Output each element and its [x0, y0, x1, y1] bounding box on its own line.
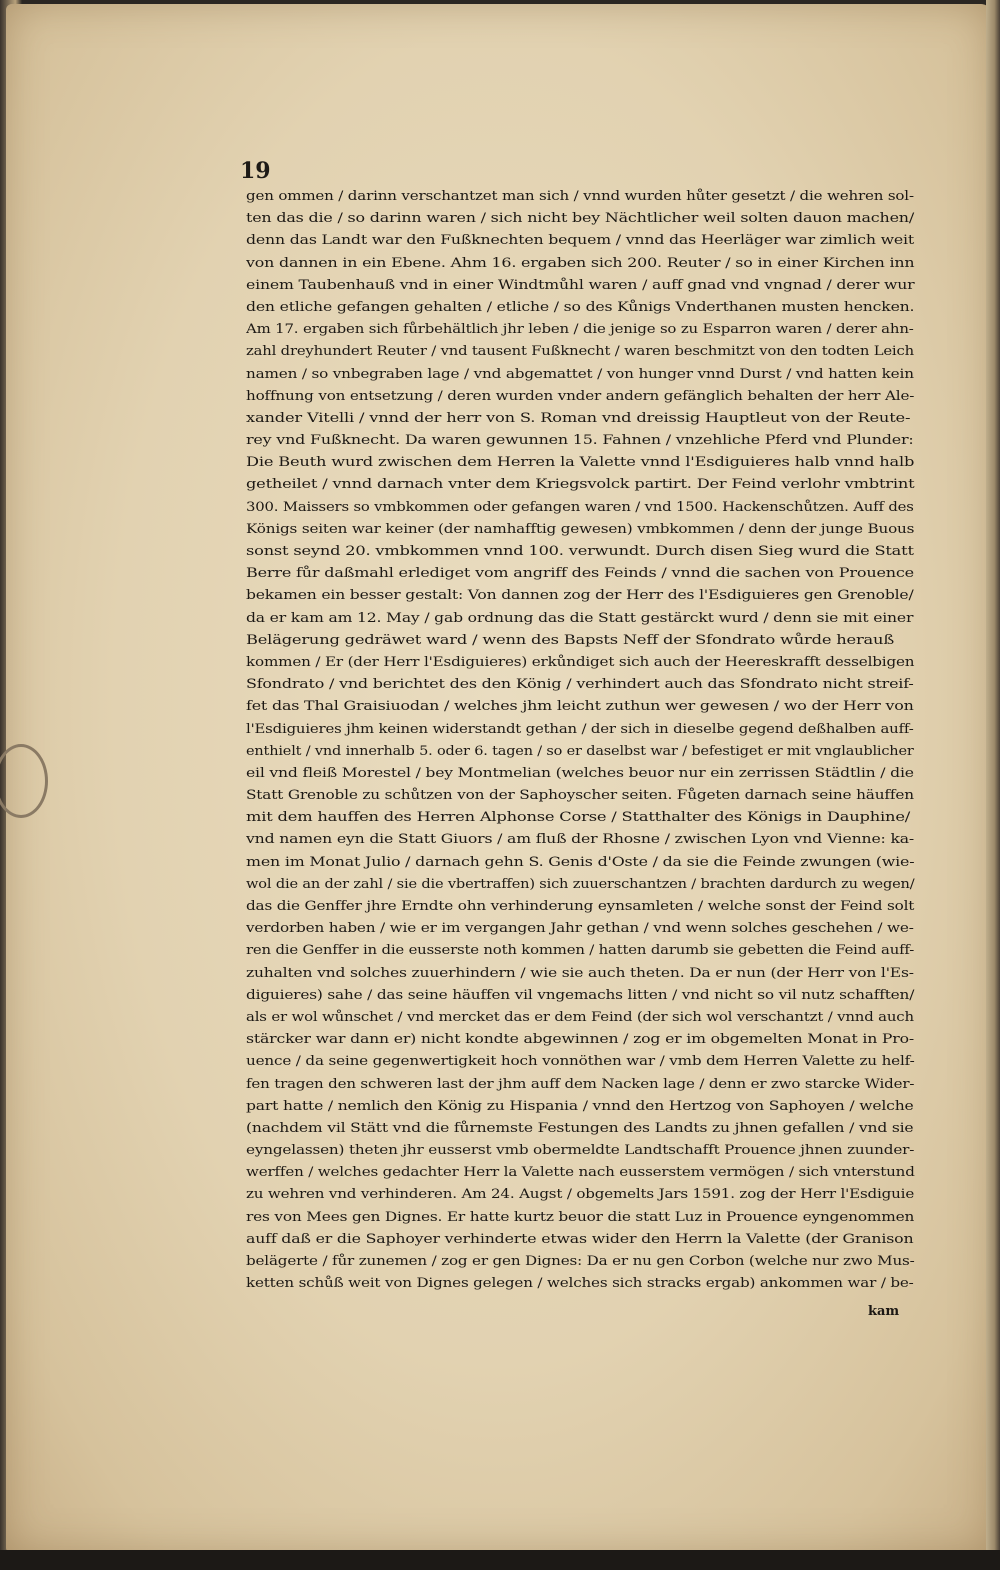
- text-line: Am 17. ergaben sich fůrbehältlich jhr leben / die jenige so zu Esparron waren / derer ahn-: [246, 322, 914, 338]
- text-line: ketten schůß weit von Dignes gelegen / welches sich stracks ergab) ankommen war / be-: [246, 1276, 914, 1292]
- text-line: uence / da seine gegenwertigkeit hoch vonnöthen war / vmb dem Herren Valette zu helf-: [246, 1054, 915, 1070]
- text-line: fet das Thal Graisiuodan / welches jhm leicht zuthun wer gewesen / wo der Herr von: [246, 699, 914, 715]
- text-line: mit dem hauffen des Herren Alphonse Corse / Statthalter des Königs in Dauphine/: [246, 810, 911, 826]
- text-line: eil vnd fleiß Morestel / bey Montmelian (welches beuor nur ein zerrissen Städtlin / die: [246, 765, 914, 781]
- folio-number: 19: [240, 158, 271, 184]
- text-line: hoffnung von entsetzung / deren wurden vnder andern gefänglich behalten der herr Ale-: [246, 388, 915, 404]
- text-line: stärcker war dann er) nicht kondte abgewinnen / zog er im obgemelten Monat in Pro-: [246, 1032, 914, 1048]
- text-line: gen ommen / darinn verschantzet man sich / vnnd wurden hůter gesetzt / die wehren sol-: [246, 189, 914, 204]
- text-line: ten das die / so darinn waren / sich nicht bey Nächtlicher weil solten dauon machen/: [246, 211, 915, 227]
- text-line: da er kam am 12. May / gab ordnung das die Statt gestärckt wurd / denn sie mit einer: [246, 610, 914, 626]
- text-line: part hatte / nemlich den König zu Hispania / vnnd den Hertzog von Saphoyen / welche: [246, 1098, 914, 1114]
- text-line: xander Vitelli / vnnd der herr von S. Roman vnd dreissig Hauptleut von der Reute-: [246, 410, 911, 426]
- text-line: getheilet / vnnd darnach vnter dem Kriegsvolck partirt. Der Feind verlohr vmbtrint: [246, 477, 915, 493]
- text-line: Statt Grenoble zu schůtzen von der Saphoyscher seiten. Fůgeten darnach seine häuffen: [246, 788, 914, 804]
- text-line: Königs seiten war keiner (der namhafftig gewesen) vmbkommen / denn der junge Buous: [246, 521, 915, 537]
- text-line: eyngelassen) theten jhr eusserst vmb obermeldte Landtschafft Prouence jhnen zuunder-: [246, 1143, 915, 1159]
- text-line: rey vnd Fußknecht. Da waren gewunnen 15. Fahnen / vnzehliche Pferd vnd Plunder:: [246, 433, 914, 449]
- text-line: Die Beuth wurd zwischen dem Herren la Valette vnnd l'Esdiguieres halb vnnd halb: [246, 455, 915, 471]
- text-line: fen tragen den schweren last der jhm auff dem Nacken lage / denn er zwo starcke Wider-: [246, 1076, 915, 1092]
- text-line: ren die Genffer in die eusserste noth kommen / hatten darumb sie gebetten die Feind auff-: [246, 943, 915, 959]
- text-line: zahl dreyhundert Reuter / vnd tausent Fußknecht / waren beschmitzt von den todten Leich: [246, 344, 914, 360]
- text-line: den etliche gefangen gehalten / etliche / so des Kůnigs Vnderthanen musten hencken.: [246, 299, 915, 315]
- text-line: Sfondrato / vnd berichtet des den König / verhindert auch das Sfondrato nicht streif-: [246, 677, 914, 693]
- text-line: res von Mees gen Dignes. Er hatte kurtz beuor die statt Luz in Prouence eyngenommen: [246, 1209, 915, 1225]
- text-line: zuhalten vnd solches zuuerhindern / wie sie auch theten. Da er nun (der Herr von l'Es-: [246, 965, 914, 981]
- text-line: sonst seynd 20. vmbkommen vnnd 100. verwundt. Durch disen Sieg wurd die Statt: [246, 544, 914, 559]
- text-line: verdorben haben / wie er im vergangen Jahr gethan / vnd wenn solches geschehen / we-: [246, 921, 914, 937]
- text-line: men im Monat Julio / darnach gehn S. Genis d'Oste / da sie die Feinde zwungen (wie-: [246, 854, 915, 870]
- text-line: belägerte / fůr zunemen / zog er gen Dignes: Da er nu gen Corbon (welche nur zwo Mus-: [246, 1254, 915, 1269]
- text-line: Berre fůr daßmahl erlediget vom angriff des Feinds / vnnd die sachen von Prouence: [246, 566, 914, 582]
- text-line: das die Genffer jhre Erndte ohn verhinderung eynsamleten / welche sonst der Feind solt: [246, 899, 915, 914]
- text-line: Belägerung gedräwet ward / wenn des Bapsts Neff der Sfondrato wůrde herauß: [246, 632, 894, 648]
- text-line: l'Esdiguieres jhm keinen widerstandt gethan / der sich in dieselbe gegend deßhalben auff-: [246, 721, 914, 737]
- text-line: wol die an der zahl / sie die vbertraffen) sich zuuerschantzen / brachten dardurch zu wegen/: [246, 876, 915, 892]
- text-line: bekamen ein besser gestalt: Von dannen zog der Herr des l'Esdiguieres gen Grenoble/: [246, 588, 914, 604]
- catchword: kam: [868, 1304, 900, 1319]
- binding-thread: [0, 744, 48, 818]
- text-line: namen / so vnbegraben lage / vnd abgemattet / von hunger vnnd Durst / vnd hatten kein: [246, 366, 914, 382]
- text-line: kommen / Er (der Herr l'Esdiguieres) erkůndiget sich auch der Heereskrafft desselbigen: [246, 654, 915, 670]
- text-line: 300. Maissers so vmbkommen oder gefangen waren / vnd 1500. Hackenschůtzen. Auff des: [246, 499, 914, 515]
- text-line: vnd namen eyn die Statt Giuors / am fluß der Rhosne / zwischen Lyon vnd Vienne: ka-: [246, 832, 915, 848]
- text-line: (nachdem vil Stätt vnd die fůrnemste Festungen des Landts zu jhnen gefallen / vnd sie: [246, 1120, 914, 1136]
- text-line: enthielt / vnd innerhalb 5. oder 6. tagen / so er daselbst war / befestiget er mit vnglaublicher: [246, 743, 914, 759]
- text-line: auff daß er die Saphoyer verhinderte etwas wider den Herrn la Valette (der Granison: [246, 1231, 914, 1247]
- text-line: zu wehren vnd verhinderen. Am 24. Augst / obgemelts Jars 1591. zog der Herr l'Esdiguie: [246, 1187, 915, 1203]
- text-line: als er wol wůnschet / vnd mercket das er dem Feind (der sich wol verschantzt / vnnd auch: [246, 1009, 914, 1025]
- text-line: einem Taubenhauß vnd in einer Windtmůhl waren / auff gnad vnd vngnad / derer wur: [246, 277, 915, 293]
- background-strip: [0, 1550, 1000, 1570]
- text-line: diguieres) sahe / das seine häuffen vil vngemachs litten / vnd nicht so vil nutz schafften/: [246, 987, 915, 1003]
- text-line: werffen / welches gedachter Herr la Valette nach eusserstem vermögen / sich vnterstund: [246, 1165, 915, 1181]
- text-line: denn das Landt war den Fußknechten bequem / vnnd das Heerläger war zimlich weit: [246, 233, 914, 249]
- body-text: [246, 186, 914, 1295]
- text-line: von dannen in ein Ebene. Ahm 16. ergaben sich 200. Reuter / so in einer Kirchen inn: [246, 255, 915, 271]
